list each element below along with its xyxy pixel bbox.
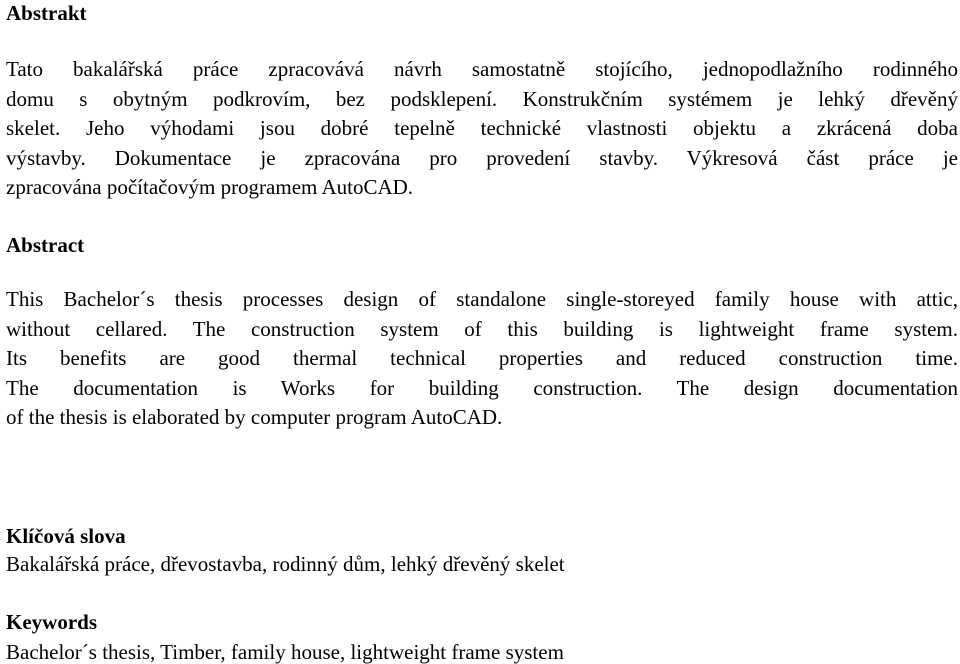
- keywords-text: Bachelor´s thesis, Timber, family house, lightweight frame system: [6, 640, 564, 664]
- abstrakt-line: skelet. Jeho výhodami jsou dobré tepelně technické vlastnosti objektu a zkrácená doba: [6, 116, 958, 140]
- abstrakt-line: zpracována počítačovým programem AutoCAD.: [6, 175, 414, 199]
- abstract-line: without cellared. The construction system of this building is lightweight frame system.: [6, 316, 958, 341]
- abstrakt-line: výstavby. Dokumentace je zpracována pro provedení stavby. Výkresová část práce je: [6, 145, 958, 170]
- abstract-line: Its benefits are good thermal technical properties and reduced construction time.: [6, 346, 958, 370]
- abstract-line: of the thesis is elaborated by computer program AutoCAD.: [6, 405, 503, 429]
- abstrakt-paragraph: [6, 55, 958, 203]
- klicova-slova-text: Bakalářská práce, dřevostavba, rodinný dům, lehký dřevěný skelet: [6, 552, 565, 576]
- abstract-line: This Bachelor´s thesis processes design of standalone single-storeyed family house with attic,: [6, 287, 958, 311]
- abstract-line: The documentation is Works for building construction. The design documentation: [6, 375, 958, 400]
- abstrakt-line: domu s obytným podkrovím, bez podsklepení. Konstrukčním systémem je lehký dřevěný: [6, 86, 958, 111]
- abstract-paragraph: [6, 285, 958, 433]
- abstract-heading: Abstract: [6, 233, 85, 257]
- abstrakt-heading: Abstrakt: [6, 1, 87, 25]
- abstrakt-line: Tato bakalářská práce zpracovává návrh samostatně stojícího, jednopodlažního rodinného: [6, 57, 958, 81]
- klicova-slova-heading: Klíčová slova: [6, 524, 126, 548]
- keywords-heading: Keywords: [6, 610, 97, 634]
